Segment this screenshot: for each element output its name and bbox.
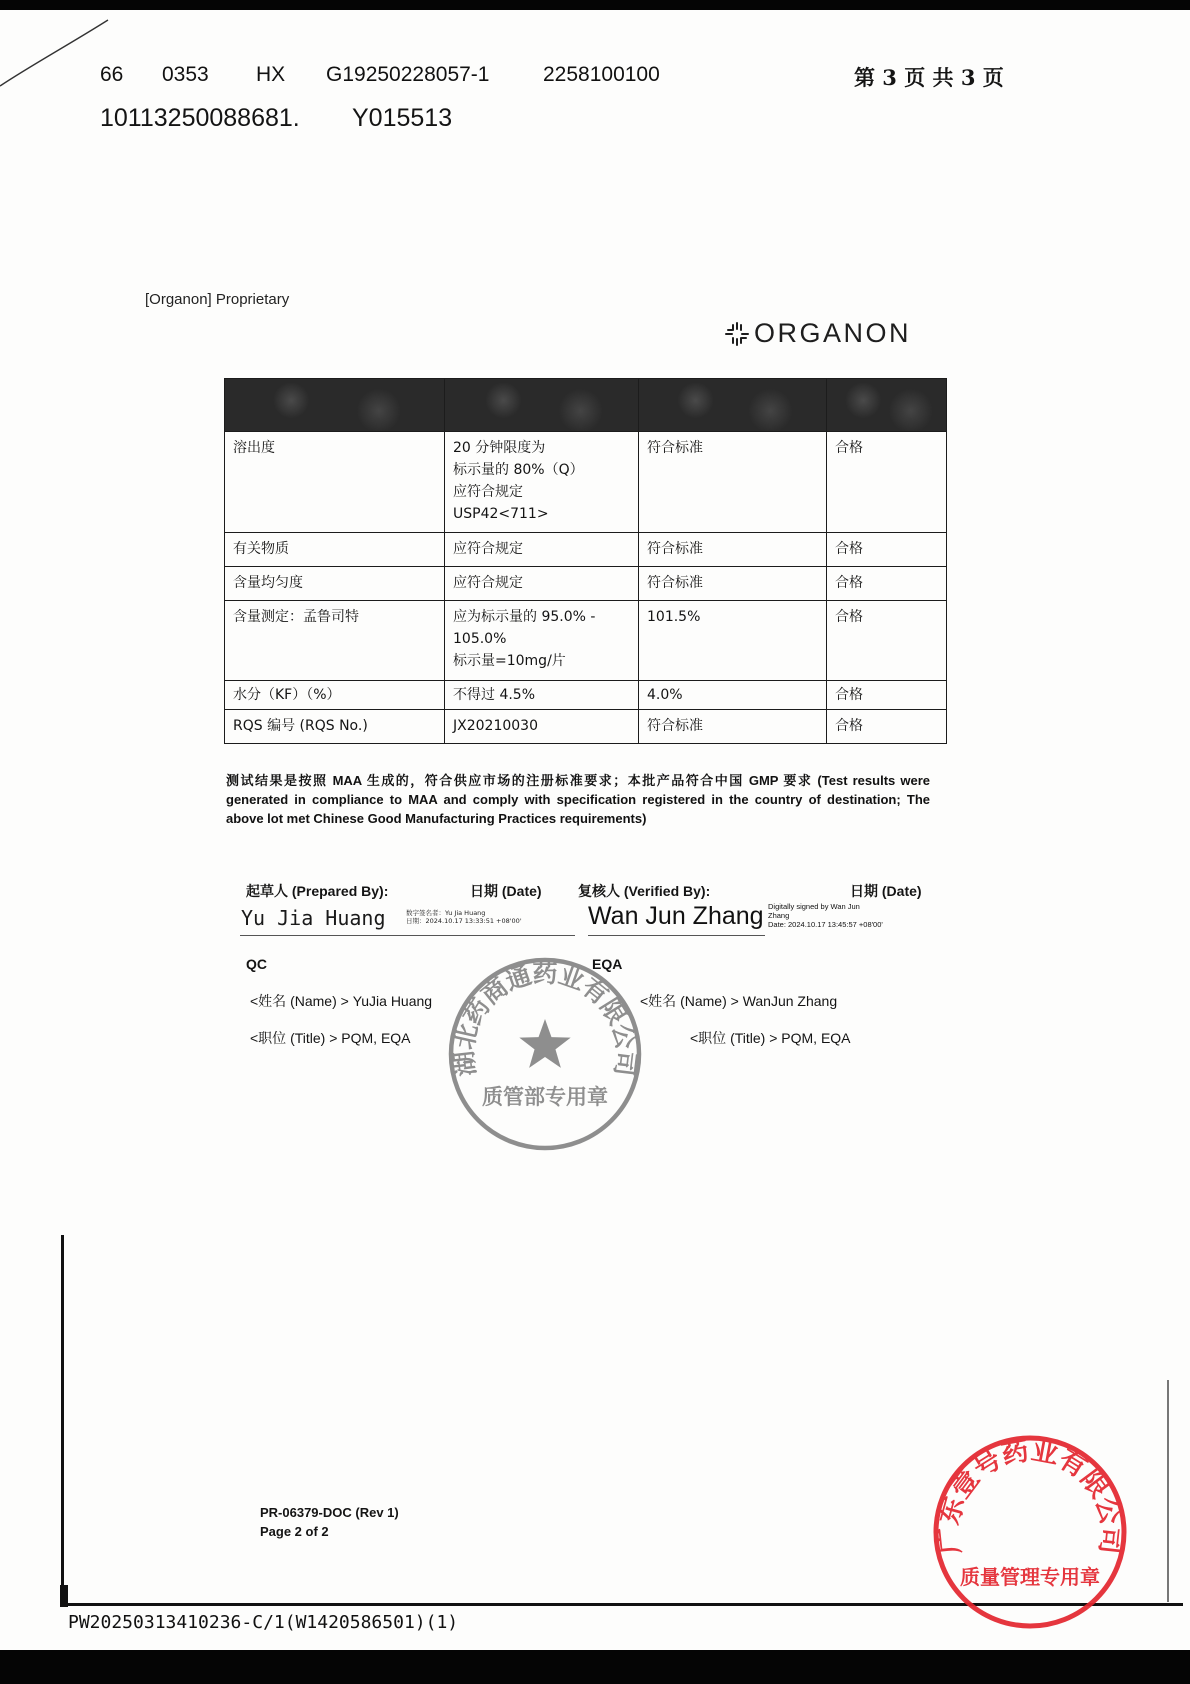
prepared-date-label: 日期 (Date) [470,883,542,899]
seal-ring-text-path: 湖北药商通药业有限公司 [449,959,641,1078]
header-code-2: 0353 [162,63,209,86]
test-item-cell: 水分（KF）（%） [225,681,445,710]
test-results-table [224,378,947,744]
table-row [225,567,947,601]
specification-cell [445,432,639,533]
verified-date-label: 日期 (Date) [850,883,922,899]
digital-signature-line: Zhang [768,911,790,920]
specification-line: 20 分钟限度为 [453,440,546,456]
specification-cell: 应符合规定 [445,533,639,567]
result-cell: 4.0% [639,681,827,710]
digital-signature-line: Digitally signed by Wan Jun [768,902,860,911]
test-item-cell: 溶出度 [225,432,445,533]
verified-department: EQA [592,956,623,972]
result-cell: 101.5% [639,601,827,681]
organon-mark-icon [724,321,750,347]
digital-signature-line: Date: 2024.10.17 13:45:57 +08'00' [768,920,883,929]
test-item-cell: 含量均匀度 [225,567,445,601]
table-row [225,681,947,710]
header-code-3: HX [256,63,286,86]
page-indicator: 第 3 页 共 3 页 [854,65,1004,90]
test-item-cell: RQS 编号 (RQS No.) [225,710,445,744]
table-header-cell [639,379,827,432]
seal-star-icon [519,1019,570,1068]
specification-cell [445,601,639,681]
prepared-signature-line [240,935,575,936]
quality-management-seal-red [930,1432,1130,1632]
prepared-department: QC [246,956,267,972]
prepared-name: <姓名 (Name) > YuJia Huang [250,993,433,1009]
table-row [225,432,947,533]
specification-line: 应为标示量的 95.0% - [453,609,596,625]
document-id: PR-06379-DOC (Rev 1) [260,1505,399,1520]
header-code-5: 2258100100 [543,63,660,86]
seal-center-text: 质量管理专用章 [960,1565,1100,1589]
conclusion-cell: 合格 [827,681,947,710]
seal-ring-text [933,1435,1127,1555]
verified-signature-line [588,935,765,936]
result-cell: 符合标准 [639,710,827,744]
seal-center-text: 质管部专用章 [482,1085,608,1109]
scan-border-bottom [0,1650,1190,1684]
scan-border-top [0,0,1190,10]
test-item-cell: 有关物质 [225,533,445,567]
specification-line: 105.0% [453,631,507,647]
scan-reference-id: PW20250313410236-C/1(W1420586501)(1) [68,1612,459,1633]
table-row [225,601,947,681]
seal-ring-text [449,959,641,1078]
table-header-cell [445,379,639,432]
verified-signature: Wan Jun Zhang [588,902,764,930]
header-line2-code-2: Y015513 [352,104,453,132]
proprietary-label: [Organon] Proprietary [145,291,290,308]
specification-cell: JX20210030 [445,710,639,744]
quality-department-seal-grey [445,954,645,1154]
page-border-bottom [61,1603,1183,1606]
header-line2-code-1: 10113250088681. [100,104,300,132]
prepared-by-label: 起草人 (Prepared By): [246,883,389,899]
prepared-signature: Yu Jia Huang [241,906,386,930]
digital-signature-line: 日期：2024.10.17 13:33:51 +08'00' [406,917,522,925]
conclusion-cell: 合格 [827,567,947,601]
header-code-1: 66 [100,63,124,86]
conclusion-cell: 合格 [827,710,947,744]
table-row [225,533,947,567]
page-border-right [1167,1380,1169,1602]
organon-logo [724,318,911,349]
table-row [225,710,947,744]
prepared-digital-signature [406,909,522,925]
verified-by-label: 复核人 (Verified By): [578,883,711,899]
specification-cell: 应符合规定 [445,567,639,601]
compliance-statement: 测试结果是按照 MAA 生成的，符合供应市场的注册标准要求；本批产品符合中国 GMP 要求 (Test results were generated in compliance to MAA and comply with specification registered in the country of destination; The above lot met Chinese Good Manufacturing Practices requirements) [226,773,930,826]
table-header-cell [827,379,947,432]
prepared-title: <职位 (Title) > PQM, EQA [250,1030,411,1046]
verified-title: <职位 (Title) > PQM, EQA [690,1030,851,1046]
specification-cell: 不得过 4.5% [445,681,639,710]
result-cell: 符合标准 [639,567,827,601]
conclusion-cell: 合格 [827,601,947,681]
result-cell: 符合标准 [639,432,827,533]
table-header-cell [225,379,445,432]
organon-logo-text: ORGANON [754,318,912,348]
digital-signature-line: 数字签名者：Yu Jia Huang [406,909,486,917]
table-header-row [225,379,947,432]
specification-line: 标示量的 80%（Q） [453,462,584,478]
verified-digital-signature [768,902,883,929]
result-cell: 符合标准 [639,533,827,567]
header-batch-code: G19250228057-1 [326,63,490,86]
specification-line: 标示量=10mg/片 [453,653,566,669]
conclusion-cell: 合格 [827,533,947,567]
conclusion-cell: 合格 [827,432,947,533]
specification-line: USP42<711> [453,506,549,522]
seal-ring-text-path: 广东壹号药业有限公司 [933,1435,1127,1556]
document-page-number: Page 2 of 2 [260,1524,329,1539]
specification-line: 应符合规定 [453,484,523,500]
page-border-left [61,1235,64,1607]
verified-name: <姓名 (Name) > WanJun Zhang [640,993,838,1009]
test-item-cell: 含量测定：孟鲁司特 [225,601,445,681]
